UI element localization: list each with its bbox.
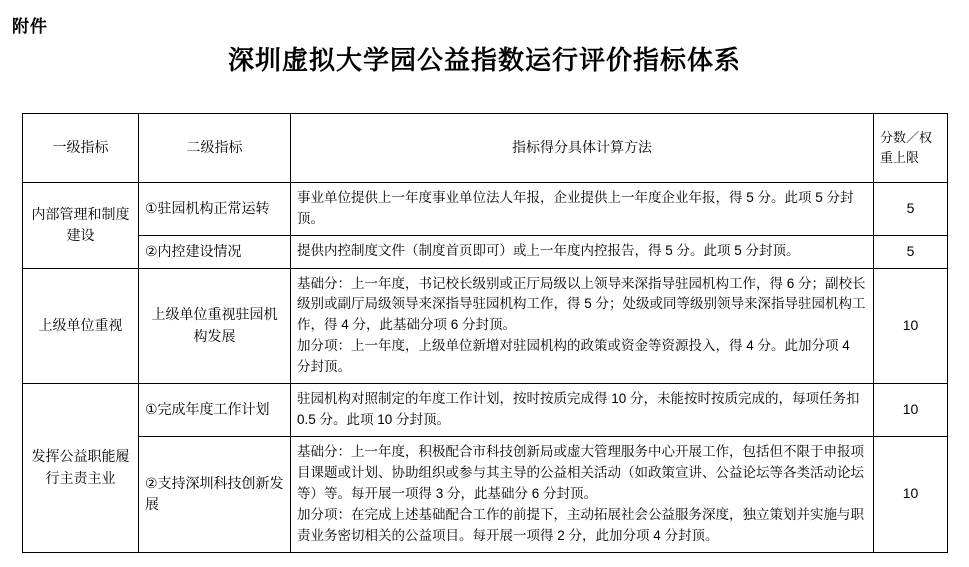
cell-level1-public-welfare-duty: 发挥公益职能履行主责主业 — [23, 384, 139, 552]
cell-score-normal-operation: 5 — [874, 183, 948, 236]
column-header-score: 分数／权重上限 — [874, 114, 948, 183]
cell-score-support-innovation: 10 — [874, 436, 948, 552]
method-paragraph: 基础分：上一年度，积极配合市科技创新局或虚大管理服务中心开展工作，包括但不限于申报项目课题或计划、协助组织或参与其主导的公益相关活动（如政策宣讲、公益论坛等各类活动论坛等）等。每开展一项得 3 分，此基础分 6 分封顶。 — [297, 443, 864, 501]
cell-level2-support-innovation: ②支持深圳科技创新发展 — [139, 436, 291, 552]
cell-score-superior-attention: 10 — [874, 268, 948, 384]
table-row — [23, 436, 948, 552]
column-header-method: 指标得分具体计算方法 — [291, 114, 874, 183]
cell-method-normal-operation — [291, 183, 874, 236]
table-row — [23, 183, 948, 236]
method-paragraph: 加分项：上一年度，上级单位新增对驻园机构的政策或资金等资源投入，得 4 分。此加分项 4 分封顶。 — [297, 338, 850, 375]
cell-method-annual-plan — [291, 384, 874, 437]
column-header-level2: 二级指标 — [139, 114, 291, 183]
cell-level2-annual-plan: ①完成年度工作计划 — [139, 384, 291, 437]
table-row — [23, 235, 948, 268]
method-paragraph: 提供内控制度文件（制度首页即可）或上一年度内控报告，得 5 分。此项 5 分封顶。 — [297, 243, 800, 259]
cell-level1-superior-attention: 上级单位重视 — [23, 268, 139, 384]
method-paragraph: 事业单位提供上一年度事业单位法人年报，企业提供上一年度企业年报，得 5 分。此项 5 分封顶。 — [297, 190, 854, 226]
cell-method-support-innovation — [291, 436, 874, 552]
cell-method-superior-attention — [291, 268, 874, 384]
method-paragraph: 加分项：在完成上述基础配合工作的前提下，主动拓展社会公益服务深度，独立策划并实施与职责业务密切相关的公益项目。每开展一项得 2 分，此加分项 4 分封顶。 — [297, 506, 864, 543]
cell-method-internal-control — [291, 235, 874, 268]
cell-level2-superior-attention: 上级单位重视驻园机构发展 — [139, 268, 291, 384]
cell-score-internal-control: 5 — [874, 235, 948, 268]
cell-score-annual-plan: 10 — [874, 384, 948, 437]
indicator-table — [22, 113, 948, 553]
cell-level2-normal-operation: ①驻园机构正常运转 — [139, 183, 291, 236]
cell-level2-internal-control: ②内控建设情况 — [139, 235, 291, 268]
page-title: 深圳虚拟大学园公益指数运行评价指标体系 — [227, 45, 741, 75]
table-row — [23, 268, 948, 384]
cell-level1-internal-management: 内部管理和制度建设 — [23, 183, 139, 269]
table-row — [23, 384, 948, 437]
table-header-row — [23, 114, 948, 183]
method-paragraph: 驻园机构对照制定的年度工作计划，按时按质完成得 10 分，未能按时按质完成的，每项任务扣 0.5 分。此项 10 分封顶。 — [297, 391, 860, 428]
attachment-label: 附件 — [12, 17, 48, 36]
indicator-table-container — [22, 113, 947, 553]
column-header-level1: 一级指标 — [23, 114, 139, 183]
method-paragraph: 基础分：上一年度，书记校长级别或正厅局级以上领导来深指导驻园机构工作，得 6 分；副校长级别或副厅局级领导来深指导驻园机构工作，得 5 分；处级或同等级别领导来深指导驻园机构工作，得 4 分，此基础分项 6 分封顶。 — [297, 275, 866, 333]
